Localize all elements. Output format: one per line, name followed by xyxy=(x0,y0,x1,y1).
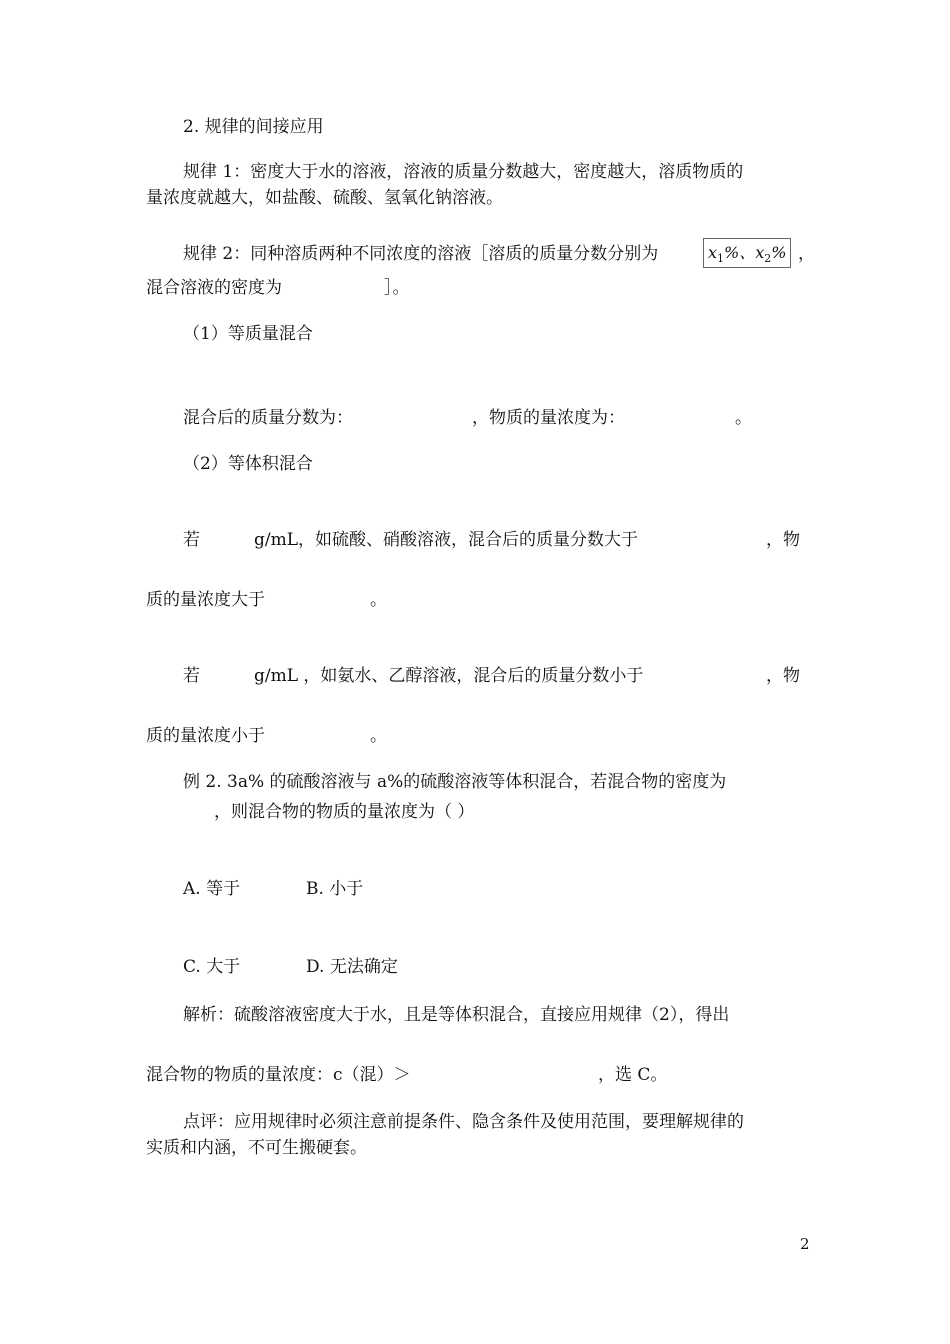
case2-if1-line2: 质的量浓度大于 xyxy=(146,590,265,610)
comment-line1: 点评：应用规律时必须注意前提条件、隐含条件及使用范围，要理解规律的 xyxy=(183,1112,744,1132)
option-a: A. 等于 xyxy=(183,879,241,899)
rule2-line2: 混合溶液的密度为 xyxy=(146,278,282,298)
rule2-line1-tail: ， xyxy=(798,244,815,264)
case2-if1-line2-end: 。 xyxy=(370,590,387,610)
case1-result-c: 。 xyxy=(735,408,752,428)
analysis-line2-a: 混合物的物质的量浓度：c（混）＞ xyxy=(146,1065,411,1085)
case2-if2-b: g/mL ，如氨水、乙醇溶液，混合后的质量分数小于 xyxy=(254,666,644,686)
case1-result-b: ，物质的量浓度为： xyxy=(472,408,625,428)
mass-fraction-formula: $x_1\%$、$x_2\%$ xyxy=(703,238,791,268)
analysis-line1: 解析：硫酸溶液密度大于水，且是等体积混合，直接应用规律（2），得出 xyxy=(183,1005,730,1025)
case2-if1-a: 若 xyxy=(183,530,200,550)
case2-if2-line2: 质的量浓度小于 xyxy=(146,726,265,746)
case1-label: （1）等质量混合 xyxy=(183,324,313,344)
case1-result-a: 混合后的质量分数为： xyxy=(183,408,353,428)
rule1-line2: 量浓度就越大，如盐酸、硫酸、氢氧化钠溶液。 xyxy=(146,188,503,208)
option-b: B. 小于 xyxy=(306,879,364,899)
case2-if1-b: g/mL，如硫酸、硝酸溶液，混合后的质量分数大于 xyxy=(254,530,639,550)
option-c: C. 大于 xyxy=(183,957,241,977)
analysis-line2-b: ，选 C。 xyxy=(598,1065,668,1085)
case2-if2-line2-end: 。 xyxy=(370,726,387,746)
case2-label: （2）等体积混合 xyxy=(183,454,313,474)
case2-if2-a: 若 xyxy=(183,666,200,686)
page-number: 2 xyxy=(800,1235,810,1253)
section-heading: 2. 规律的间接应用 xyxy=(183,117,324,137)
rule1-line1: 规律 1：密度大于水的溶液，溶液的质量分数越大，密度越大，溶质物质的 xyxy=(183,162,744,182)
rule2-line2-tail: ］。 xyxy=(384,278,410,298)
option-d: D. 无法确定 xyxy=(306,957,398,977)
case2-if2-c: ，物 xyxy=(766,666,800,686)
case2-if1-c: ，物 xyxy=(766,530,800,550)
example-line1: 例 2. 3a% 的硫酸溶液与 a%的硫酸溶液等体积混合，若混合物的密度为 xyxy=(183,772,727,792)
comment-line2: 实质和内涵，不可生搬硬套。 xyxy=(146,1138,367,1158)
rule2-line1: 规律 2：同种溶质两种不同浓度的溶液［溶质的质量分数分别为 xyxy=(183,244,659,264)
example-line2: ，则混合物的物质的量浓度为（ ） xyxy=(214,802,475,822)
